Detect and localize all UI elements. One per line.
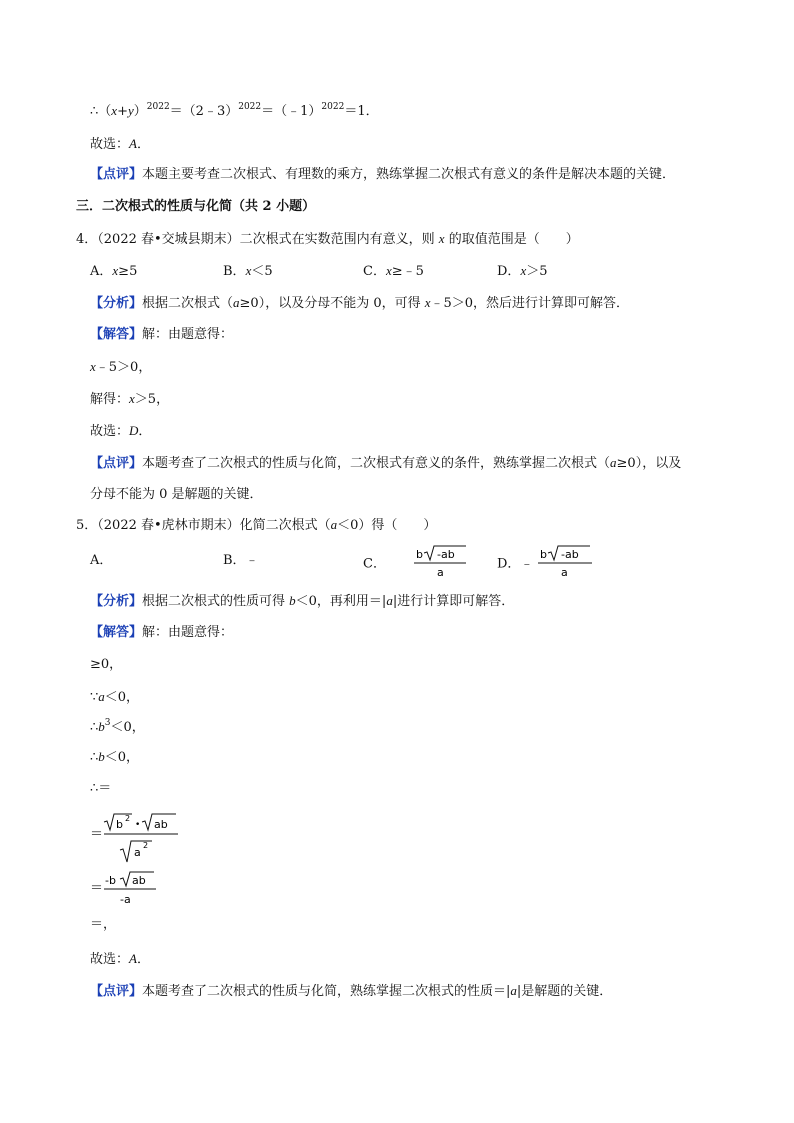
expr-end: ＝1． [344, 104, 379, 119]
step-text: ＝， [90, 917, 117, 932]
analysis-text: ＜0，再利用＝| [295, 594, 387, 609]
frac-denominator-neg-a: -a [120, 893, 131, 906]
step-text: ＞5， [134, 392, 170, 407]
q4-comment-line-2 [90, 486, 263, 504]
option-relation: ＞5 [526, 264, 548, 279]
q5-step-2 [90, 688, 139, 707]
q5-step-5 [90, 780, 111, 798]
option-label: C． [363, 264, 386, 279]
q5-step-4 [90, 748, 139, 767]
option-label: A． [90, 553, 113, 568]
var-a: a [233, 295, 240, 310]
option-relation: ≥﹣5 [391, 264, 424, 279]
fraction-sqrt-b2-sqrt-ab-over-sqrt-a2 [90, 808, 190, 864]
var-x: x [520, 263, 527, 278]
var-x: x [245, 263, 252, 278]
frac-radicand: -ab [437, 548, 455, 561]
option-relation: ＜5 [251, 264, 273, 279]
fraction-b-sqrt-neg-ab-over-a [538, 544, 596, 580]
var-x: x [90, 359, 96, 374]
answer-choice: D [129, 423, 139, 438]
because-symbol: ∵ [90, 690, 99, 705]
q5-option-a[interactable] [90, 552, 112, 570]
therefore-symbol: ∴ [90, 750, 99, 765]
therefore-text: ∴（ [90, 104, 112, 119]
frac-numerator-b: b [539, 548, 547, 561]
section-title-num: 2 [262, 199, 272, 214]
solution-tag: 【解答】 [90, 625, 143, 640]
q5-analysis [90, 592, 514, 611]
exponent: 3 [104, 718, 111, 728]
comment-text: 分母不能为 0 是解题的关键． [90, 487, 263, 502]
comment-tag: 【点评】 [90, 984, 143, 999]
comment-text: 本题考查了二次根式的性质与化简，熟练掌握二次根式的性质＝| [142, 984, 511, 999]
var-a: a [386, 593, 393, 608]
q5-step-7 [90, 870, 170, 914]
q5-option-b[interactable] [223, 552, 259, 570]
analysis-tag: 【分析】 [90, 296, 143, 311]
option-label: B．﹣ [223, 553, 259, 568]
expr-part: ＝（2﹣3） [169, 104, 239, 119]
q5-answer-line [90, 950, 150, 969]
var-x: x [385, 263, 392, 278]
q5-stem-pre: 5．（2022 春•虎林市期末）化简二次根式（ [76, 518, 331, 533]
radicand-b: b [116, 818, 123, 831]
equals-sign: ＝ [90, 827, 104, 842]
step-text: ＜0， [104, 690, 140, 705]
q4-answer-line [90, 422, 151, 441]
answer-period: ． [136, 137, 150, 152]
var-a: a [98, 689, 105, 704]
q4-option-a[interactable] [90, 262, 137, 281]
q4-analysis [90, 294, 629, 313]
q5-step-3 [90, 718, 145, 738]
dot-operator: • [135, 820, 141, 830]
analysis-tag: 【分析】 [90, 594, 143, 609]
step-text: ＜0， [104, 750, 140, 765]
solution-tag: 【解答】 [90, 327, 143, 342]
q4-option-c[interactable] [363, 262, 424, 281]
frac-radicand-ab: ab [132, 874, 146, 887]
q4-comment-line-1 [90, 454, 681, 473]
var-y: y [127, 103, 134, 118]
answer-choice: A [129, 951, 137, 966]
frac-denominator: a [437, 566, 444, 579]
paren-close: ） [133, 104, 147, 119]
exponent: 2022 [238, 102, 262, 112]
analysis-text: ﹣5＞0，然后进行计算即可解答． [430, 296, 630, 311]
plus-sign: + [117, 104, 128, 119]
frac-numerator-b: b [416, 548, 424, 561]
therefore-symbol: ∴ [90, 720, 99, 735]
analysis-text: |进行计算即可解答． [392, 594, 515, 609]
q4-option-b[interactable] [223, 262, 273, 281]
frac-denominator: a [560, 566, 568, 579]
q3-answer-line [90, 135, 150, 154]
fraction-neg-b-sqrt-ab-over-neg-a [90, 870, 170, 910]
equals-sign: ＝ [90, 881, 104, 896]
analysis-text: 根据二次根式的性质可得 [142, 594, 290, 609]
var-a: a [330, 517, 338, 532]
answer-choice: A [129, 136, 137, 151]
comment-text: |是解题的关键． [516, 984, 613, 999]
option-label: A． [90, 264, 113, 279]
q4-step-2 [90, 390, 169, 409]
q3-comment-line [90, 166, 675, 184]
answer-prefix: 故选： [90, 137, 130, 152]
step-text: ＜0， [110, 720, 145, 735]
analysis-text: ≥0），以及分母不能为 0，可得 [239, 296, 425, 311]
q4-stem-pre: 4．（2022 春•交城县期末）二次根式在实数范围内有意义，则 [76, 232, 439, 247]
radicand-a: a [134, 846, 141, 859]
option-label: B． [223, 264, 246, 279]
solution-text: 解：由题意得： [142, 625, 234, 640]
answer-period: ． [136, 952, 150, 967]
section-title-post: 小题） [271, 199, 316, 214]
q5-option-d[interactable] [497, 544, 596, 580]
step-text: ∴＝ [90, 781, 112, 796]
section-title [76, 198, 315, 216]
option-label: D． [497, 264, 521, 279]
answer-period: ． [138, 424, 152, 439]
exponent: 2 [125, 814, 131, 823]
var-b: b [98, 719, 105, 734]
fraction-b-sqrt-neg-ab-over-a [390, 544, 466, 580]
var-x: x [111, 103, 118, 118]
solution-text: 解：由题意得： [142, 327, 234, 342]
radicand-ab: ab [154, 818, 168, 831]
answer-prefix: 故选： [90, 424, 130, 439]
q4-solution [90, 326, 233, 344]
q5-solution [90, 624, 233, 642]
comment-text: ≥0），以及 [616, 456, 682, 471]
step-text: 解得： [90, 392, 130, 407]
q4-stem-post: 的取值范围是（ ） [444, 232, 579, 247]
q3-conclusion-line [90, 102, 379, 122]
q4-step-1 [90, 358, 151, 377]
q5-stem-post: ＜0）得（ ） [337, 518, 437, 533]
frac-numerator-neg-b: -b [105, 874, 116, 887]
section-title-pre: 三．二次根式的性质与化简（共 [76, 199, 263, 214]
var-b: b [289, 593, 296, 608]
answer-prefix: 故选： [90, 952, 130, 967]
var-x: x [424, 295, 431, 310]
var-x: x [112, 263, 119, 278]
option-label: D．﹣ [497, 556, 534, 572]
comment-text: 本题考查了二次根式的性质与化简，二次根式有意义的条件，熟练掌握二次根式（ [142, 456, 611, 471]
q5-step-8 [90, 916, 116, 934]
expr-part: ＝（﹣1） [261, 104, 322, 119]
var-b: b [98, 749, 105, 764]
exponent: 2 [143, 841, 149, 850]
step-text: ﹣5＞0， [95, 360, 152, 375]
var-x: x [129, 391, 135, 406]
var-a: a [610, 455, 617, 470]
q5-option-c[interactable] [363, 544, 466, 580]
q5-stem [76, 516, 436, 535]
var-a: a [510, 983, 517, 998]
analysis-text: 根据二次根式（ [142, 296, 234, 311]
comment-tag: 【点评】 [90, 456, 143, 471]
option-relation: ≥5 [118, 264, 138, 279]
q5-step-1 [90, 656, 122, 674]
q5-step-6 [90, 808, 190, 868]
q5-comment-line [90, 982, 612, 1001]
comment-tag: 【点评】 [90, 167, 143, 182]
comment-text: 本题主要考查二次根式、有理数的乘方，熟练掌握二次根式有意义的条件是解决本题的关键． [142, 167, 676, 182]
exponent: 2022 [146, 102, 170, 112]
q4-option-d[interactable] [497, 262, 548, 281]
option-label: C． [363, 556, 386, 572]
var-x: x [438, 231, 445, 246]
step-text: ≥0， [90, 657, 123, 672]
frac-radicand: -ab [560, 548, 579, 561]
q4-stem [76, 230, 579, 249]
exponent: 2022 [321, 102, 345, 112]
